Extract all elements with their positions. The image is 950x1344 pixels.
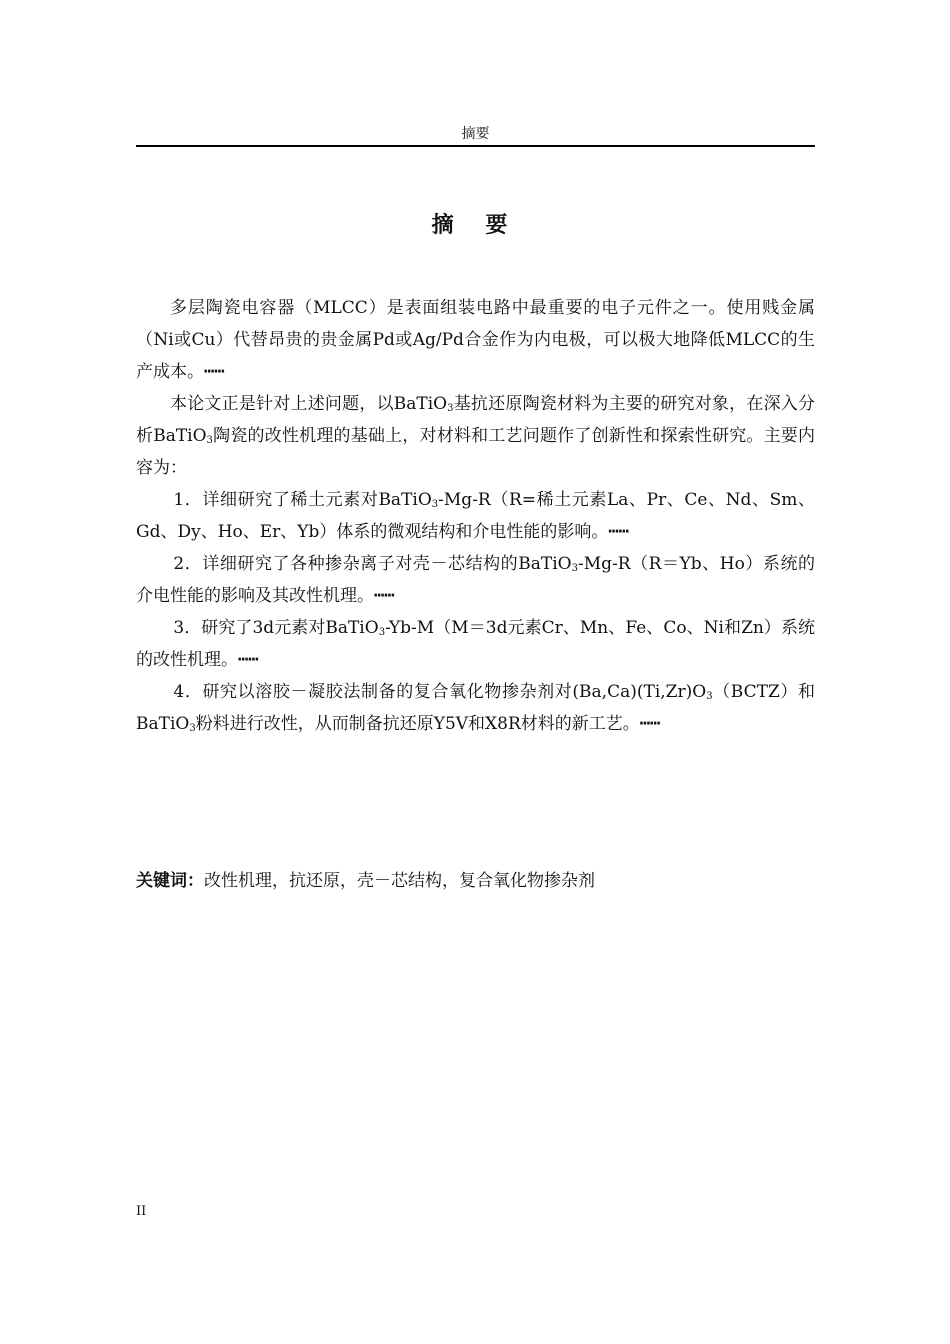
header-rule xyxy=(136,145,815,147)
content-item-3-part-b: -Yb-M（M＝3d元素Cr、Mn、Fe、Co、Ni和Zn）系统的改性机理。┅┅ xyxy=(136,618,815,670)
content-item-2-part-a: 2．详细研究了各种掺杂离子对壳－芯结构的BaTiO xyxy=(173,554,572,574)
running-header: 摘要 xyxy=(461,126,490,142)
content-item-2-part-b: -Mg-R（R＝Yb、Ho）系统的介电性能的影响及其改性机理。┅┅ xyxy=(136,554,816,606)
content-item-3 xyxy=(136,612,815,676)
keywords-line xyxy=(136,865,815,897)
page-title: 摘 要 xyxy=(431,213,520,238)
paragraph-scope xyxy=(136,388,815,484)
paragraph-scope-part-b: 基抗还原陶瓷材料为主要的研究对象，在深入分析BaTiO xyxy=(136,394,815,446)
subscript-3: 3 xyxy=(206,435,213,446)
content-item-1-part-b: -Mg-R（R=稀土元素La、Pr、Ce、Nd、Sm、Gd、Dy、Ho、Er、Yb）体系的微观结构和介电性能的影响。┅┅ xyxy=(136,490,816,542)
subscript-3: 3 xyxy=(378,627,386,638)
paragraph-scope-part-c: 陶瓷的改性机理的基础上，对材料和工艺问题作了创新性和探索性研究。主要内容为： xyxy=(136,426,815,478)
subscript-3: 3 xyxy=(189,723,196,734)
content-item-1-part-a: 1．详细研究了稀土元素对BaTiO xyxy=(173,490,432,510)
subscript-3: 3 xyxy=(706,691,713,702)
content-item-2 xyxy=(136,548,815,612)
paragraph-scope-part-a: 本论文正是针对上述问题，以BaTiO xyxy=(170,394,448,414)
keywords-label: 关键词： xyxy=(136,871,204,891)
content-item-4-part-b: （BCTZ）和BaTiO xyxy=(136,682,816,734)
abstract-body xyxy=(136,292,815,740)
subscript-3: 3 xyxy=(431,499,439,510)
subscript-3: 3 xyxy=(447,403,454,414)
keywords-text: 改性机理，抗还原，壳－芯结构，复合氧化物掺杂剂 xyxy=(204,871,595,891)
subscript-3: 3 xyxy=(571,563,578,574)
content-item-4-part-a: 4．研究以溶胶－凝胶法制备的复合氧化物掺杂剂对(Ba,Ca)(Ti,Zr)O xyxy=(173,682,707,702)
content-item-4 xyxy=(136,676,815,740)
content-item-1 xyxy=(136,484,815,548)
paragraph-intro-text: 多层陶瓷电容器（MLCC）是表面组装电路中最重要的电子元件之一。使用贱金属（Ni或Cu）代替昂贵的贵金属Pd或Ag/Pd合金作为内电极，可以极大地降低MLCC的生产成本。┅┅ xyxy=(136,298,815,382)
paragraph-intro xyxy=(136,292,815,388)
content-item-4-part-c: 粉料进行改性，从而制备抗还原Y5V和X8R材料的新工艺。┅┅ xyxy=(195,714,661,734)
content-item-3-part-a: 3．研究了3d元素对BaTiO xyxy=(173,618,379,638)
page-number: II xyxy=(136,1204,147,1219)
